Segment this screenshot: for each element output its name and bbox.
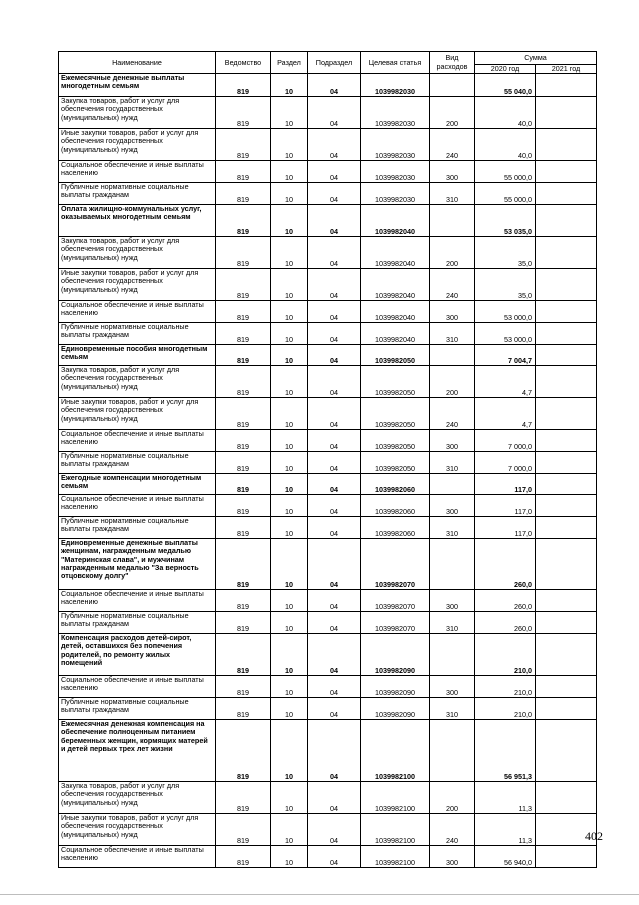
- table-row: [59, 430, 597, 452]
- row-dept: 819: [216, 782, 271, 814]
- row-dept: 819: [216, 495, 271, 517]
- row-amount-2021: [536, 183, 597, 205]
- row-amount-2021: [536, 74, 597, 97]
- table-row: [59, 323, 597, 345]
- row-subsection: 04: [308, 590, 361, 612]
- row-amount-2020: 53 000,0: [475, 323, 536, 345]
- row-name: Публичные нормативные социальные выплаты гражданам: [59, 698, 216, 720]
- row-amount-2021: [536, 366, 597, 398]
- row-section: 10: [271, 846, 308, 868]
- row-target: 1039982050: [361, 345, 430, 366]
- row-dept: 819: [216, 205, 271, 237]
- row-subsection: 04: [308, 698, 361, 720]
- row-name: Закупка товаров, работ и услуг для обеспечения государственных (муниципальных) нужд: [59, 237, 216, 269]
- header-dept: Ведомство: [216, 52, 271, 74]
- row-name: Ежемесячные денежные выплаты многодетным семьям: [59, 74, 216, 97]
- table-row: [59, 129, 597, 161]
- row-exptype: 200: [430, 237, 475, 269]
- row-amount-2020: 56 951,3: [475, 720, 536, 782]
- row-subsection: 04: [308, 474, 361, 495]
- header-year-2020: 2020 год: [475, 65, 536, 74]
- row-dept: 819: [216, 430, 271, 452]
- row-amount-2021: [536, 676, 597, 698]
- row-target: 1039982060: [361, 495, 430, 517]
- row-subsection: 04: [308, 205, 361, 237]
- header-target: Целевая статья: [361, 52, 430, 74]
- row-target: 1039982070: [361, 590, 430, 612]
- row-name: Оплата жилищно-коммунальных услуг, оказываемых многодетным семьям: [59, 205, 216, 237]
- table-row: [59, 97, 597, 129]
- table-row: [59, 846, 597, 868]
- row-exptype: 300: [430, 676, 475, 698]
- row-subsection: 04: [308, 452, 361, 474]
- row-dept: 819: [216, 634, 271, 676]
- bottom-rule: [0, 894, 639, 895]
- row-amount-2020: 55 040,0: [475, 74, 536, 97]
- row-dept: 819: [216, 161, 271, 183]
- row-section: 10: [271, 452, 308, 474]
- row-subsection: 04: [308, 398, 361, 430]
- table-row: [59, 782, 597, 814]
- row-subsection: 04: [308, 183, 361, 205]
- row-dept: 819: [216, 452, 271, 474]
- row-target: 1039982040: [361, 237, 430, 269]
- row-name: Иные закупки товаров, работ и услуг для обеспечения государственных (муниципальных) нужд: [59, 129, 216, 161]
- row-amount-2020: 260,0: [475, 612, 536, 634]
- row-amount-2020: 7 004,7: [475, 345, 536, 366]
- row-name: Компенсация расходов детей-сирот, детей, оставшихся без попечения родителей, по ремонту жилых помещений: [59, 634, 216, 676]
- row-subsection: 04: [308, 345, 361, 366]
- row-exptype: 300: [430, 495, 475, 517]
- row-dept: 819: [216, 814, 271, 846]
- row-name: Социальное обеспечение и иные выплаты населению: [59, 161, 216, 183]
- row-target: 1039982040: [361, 323, 430, 345]
- row-exptype: 200: [430, 782, 475, 814]
- row-amount-2020: 11,3: [475, 814, 536, 846]
- row-section: 10: [271, 814, 308, 846]
- row-dept: 819: [216, 97, 271, 129]
- row-amount-2021: [536, 517, 597, 539]
- row-exptype: [430, 345, 475, 366]
- row-dept: 819: [216, 183, 271, 205]
- table-row: [59, 452, 597, 474]
- table-row: [59, 676, 597, 698]
- row-subsection: 04: [308, 269, 361, 301]
- row-exptype: 200: [430, 97, 475, 129]
- row-exptype: [430, 74, 475, 97]
- row-amount-2020: 260,0: [475, 539, 536, 590]
- header-sum: Сумма: [475, 52, 597, 65]
- row-amount-2021: [536, 846, 597, 868]
- row-target: 1039982100: [361, 720, 430, 782]
- row-section: 10: [271, 539, 308, 590]
- row-amount-2020: 7 000,0: [475, 430, 536, 452]
- row-subsection: 04: [308, 129, 361, 161]
- row-amount-2021: [536, 698, 597, 720]
- row-amount-2021: [536, 398, 597, 430]
- row-amount-2020: 40,0: [475, 129, 536, 161]
- header-exptype: Вид расходов: [430, 52, 475, 74]
- row-amount-2020: 55 000,0: [475, 183, 536, 205]
- row-subsection: 04: [308, 846, 361, 868]
- table-row: [59, 205, 597, 237]
- row-amount-2021: [536, 323, 597, 345]
- row-exptype: [430, 720, 475, 782]
- row-target: 1039982030: [361, 97, 430, 129]
- table-row: [59, 539, 597, 590]
- row-section: 10: [271, 676, 308, 698]
- row-name: Единовременные денежные выплаты женщинам, награжденным медалью "Материнская слава", и мужчинам награжденным медалью "За верность отцовскому долгу": [59, 539, 216, 590]
- row-exptype: 310: [430, 612, 475, 634]
- row-section: 10: [271, 74, 308, 97]
- row-section: 10: [271, 366, 308, 398]
- row-name: Иные закупки товаров, работ и услуг для обеспечения государственных (муниципальных) нужд: [59, 814, 216, 846]
- row-amount-2020: 40,0: [475, 97, 536, 129]
- table-row: [59, 814, 597, 846]
- row-target: 1039982050: [361, 366, 430, 398]
- row-name: Закупка товаров, работ и услуг для обеспечения государственных (муниципальных) нужд: [59, 782, 216, 814]
- row-amount-2020: 7 000,0: [475, 452, 536, 474]
- row-target: 1039982050: [361, 398, 430, 430]
- row-section: 10: [271, 634, 308, 676]
- row-exptype: 240: [430, 269, 475, 301]
- row-dept: 819: [216, 366, 271, 398]
- row-target: 1039982040: [361, 205, 430, 237]
- row-amount-2020: 56 940,0: [475, 846, 536, 868]
- table-row: [59, 517, 597, 539]
- row-section: 10: [271, 129, 308, 161]
- row-target: 1039982060: [361, 517, 430, 539]
- row-amount-2020: 35,0: [475, 237, 536, 269]
- header-subsection: Подраздел: [308, 52, 361, 74]
- row-subsection: 04: [308, 517, 361, 539]
- row-exptype: 240: [430, 129, 475, 161]
- row-amount-2021: [536, 161, 597, 183]
- row-dept: 819: [216, 698, 271, 720]
- table-row: [59, 366, 597, 398]
- row-dept: 819: [216, 539, 271, 590]
- row-amount-2021: [536, 345, 597, 366]
- header-section: Раздел: [271, 52, 308, 74]
- row-target: 1039982050: [361, 430, 430, 452]
- row-amount-2021: [536, 474, 597, 495]
- row-subsection: 04: [308, 237, 361, 269]
- row-exptype: [430, 474, 475, 495]
- row-target: 1039982060: [361, 474, 430, 495]
- row-subsection: 04: [308, 720, 361, 782]
- table-row: [59, 720, 597, 782]
- row-section: 10: [271, 430, 308, 452]
- table-row: [59, 74, 597, 97]
- budget-table: [58, 51, 597, 868]
- table-row: [59, 398, 597, 430]
- row-exptype: 240: [430, 398, 475, 430]
- row-amount-2020: 210,0: [475, 698, 536, 720]
- row-exptype: 310: [430, 452, 475, 474]
- row-exptype: 310: [430, 183, 475, 205]
- row-subsection: 04: [308, 161, 361, 183]
- row-section: 10: [271, 323, 308, 345]
- row-amount-2020: 117,0: [475, 495, 536, 517]
- row-subsection: 04: [308, 612, 361, 634]
- row-section: 10: [271, 398, 308, 430]
- row-target: 1039982030: [361, 161, 430, 183]
- row-amount-2020: 4,7: [475, 398, 536, 430]
- row-target: 1039982030: [361, 74, 430, 97]
- row-name: Публичные нормативные социальные выплаты гражданам: [59, 517, 216, 539]
- row-exptype: 300: [430, 430, 475, 452]
- row-amount-2021: [536, 129, 597, 161]
- table-body: [59, 74, 597, 868]
- row-amount-2020: 210,0: [475, 676, 536, 698]
- row-section: 10: [271, 720, 308, 782]
- row-amount-2021: [536, 269, 597, 301]
- row-name: Социальное обеспечение и иные выплаты населению: [59, 301, 216, 323]
- row-section: 10: [271, 517, 308, 539]
- row-target: 1039982030: [361, 183, 430, 205]
- row-name: Социальное обеспечение и иные выплаты населению: [59, 676, 216, 698]
- row-name: Закупка товаров, работ и услуг для обеспечения государственных (муниципальных) нужд: [59, 366, 216, 398]
- row-name: Иные закупки товаров, работ и услуг для обеспечения государственных (муниципальных) нужд: [59, 398, 216, 430]
- row-name: Ежегодные компенсации многодетным семьям: [59, 474, 216, 495]
- row-dept: 819: [216, 612, 271, 634]
- row-amount-2020: 53 000,0: [475, 301, 536, 323]
- table-row: [59, 237, 597, 269]
- row-amount-2021: [536, 301, 597, 323]
- row-name: Единовременные пособия многодетным семьям: [59, 345, 216, 366]
- row-exptype: 240: [430, 814, 475, 846]
- table-row: [59, 474, 597, 495]
- row-subsection: 04: [308, 323, 361, 345]
- table-header: [59, 52, 597, 74]
- row-exptype: 310: [430, 517, 475, 539]
- row-name: Публичные нормативные социальные выплаты гражданам: [59, 183, 216, 205]
- row-name: Социальное обеспечение и иные выплаты населению: [59, 846, 216, 868]
- row-exptype: 200: [430, 366, 475, 398]
- row-section: 10: [271, 301, 308, 323]
- row-section: 10: [271, 782, 308, 814]
- table-row: [59, 634, 597, 676]
- table-row: [59, 345, 597, 366]
- row-section: 10: [271, 495, 308, 517]
- row-amount-2021: [536, 634, 597, 676]
- row-target: 1039982030: [361, 129, 430, 161]
- row-name: Социальное обеспечение и иные выплаты населению: [59, 495, 216, 517]
- row-dept: 819: [216, 345, 271, 366]
- row-dept: 819: [216, 301, 271, 323]
- row-amount-2021: [536, 237, 597, 269]
- row-amount-2020: 11,3: [475, 782, 536, 814]
- row-amount-2021: [536, 495, 597, 517]
- row-dept: 819: [216, 720, 271, 782]
- row-target: 1039982100: [361, 846, 430, 868]
- row-target: 1039982090: [361, 676, 430, 698]
- row-amount-2020: 117,0: [475, 517, 536, 539]
- row-section: 10: [271, 97, 308, 129]
- row-subsection: 04: [308, 74, 361, 97]
- row-amount-2020: 35,0: [475, 269, 536, 301]
- row-target: 1039982040: [361, 301, 430, 323]
- row-amount-2020: 210,0: [475, 634, 536, 676]
- row-exptype: 310: [430, 323, 475, 345]
- row-dept: 819: [216, 474, 271, 495]
- row-target: 1039982100: [361, 782, 430, 814]
- row-exptype: 310: [430, 698, 475, 720]
- row-target: 1039982100: [361, 814, 430, 846]
- table-row: [59, 183, 597, 205]
- row-name: Ежемесячная денежная компенсация на обеспечение полноценным питанием беременных женщин, кормящих матерей и детей первых трех лет жизни: [59, 720, 216, 782]
- row-section: 10: [271, 237, 308, 269]
- row-target: 1039982040: [361, 269, 430, 301]
- row-amount-2021: [536, 452, 597, 474]
- row-target: 1039982050: [361, 452, 430, 474]
- row-amount-2020: 260,0: [475, 590, 536, 612]
- table-row: [59, 301, 597, 323]
- row-subsection: 04: [308, 301, 361, 323]
- row-subsection: 04: [308, 782, 361, 814]
- page-number: 402: [585, 829, 603, 843]
- row-name: Публичные нормативные социальные выплаты гражданам: [59, 323, 216, 345]
- row-subsection: 04: [308, 495, 361, 517]
- row-section: 10: [271, 612, 308, 634]
- row-section: 10: [271, 698, 308, 720]
- row-amount-2020: 4,7: [475, 366, 536, 398]
- row-dept: 819: [216, 74, 271, 97]
- row-target: 1039982090: [361, 698, 430, 720]
- row-section: 10: [271, 205, 308, 237]
- row-amount-2021: [536, 205, 597, 237]
- table-row: [59, 612, 597, 634]
- row-section: 10: [271, 183, 308, 205]
- row-target: 1039982070: [361, 539, 430, 590]
- row-exptype: 300: [430, 161, 475, 183]
- row-exptype: [430, 205, 475, 237]
- budget-table-container: [58, 51, 596, 868]
- table-row: [59, 590, 597, 612]
- row-exptype: [430, 634, 475, 676]
- row-dept: 819: [216, 517, 271, 539]
- row-amount-2021: [536, 430, 597, 452]
- row-amount-2021: [536, 590, 597, 612]
- row-amount-2021: [536, 97, 597, 129]
- row-dept: 819: [216, 237, 271, 269]
- row-exptype: [430, 539, 475, 590]
- table-row: [59, 161, 597, 183]
- row-amount-2020: 55 000,0: [475, 161, 536, 183]
- row-subsection: 04: [308, 676, 361, 698]
- row-name: Иные закупки товаров, работ и услуг для обеспечения государственных (муниципальных) нужд: [59, 269, 216, 301]
- row-name: Социальное обеспечение и иные выплаты населению: [59, 430, 216, 452]
- row-name: Социальное обеспечение и иные выплаты населению: [59, 590, 216, 612]
- row-subsection: 04: [308, 539, 361, 590]
- row-name: Публичные нормативные социальные выплаты гражданам: [59, 452, 216, 474]
- row-dept: 819: [216, 129, 271, 161]
- row-subsection: 04: [308, 814, 361, 846]
- table-row: [59, 698, 597, 720]
- row-dept: 819: [216, 676, 271, 698]
- row-exptype: 300: [430, 590, 475, 612]
- row-section: 10: [271, 161, 308, 183]
- header-year-2021: 2021 год: [536, 65, 597, 74]
- row-section: 10: [271, 590, 308, 612]
- row-subsection: 04: [308, 366, 361, 398]
- row-exptype: 300: [430, 301, 475, 323]
- row-dept: 819: [216, 590, 271, 612]
- row-name: Публичные нормативные социальные выплаты гражданам: [59, 612, 216, 634]
- row-dept: 819: [216, 846, 271, 868]
- header-name: Наименование: [59, 52, 216, 74]
- table-row: [59, 269, 597, 301]
- row-amount-2021: [536, 782, 597, 814]
- row-subsection: 04: [308, 97, 361, 129]
- row-target: 1039982090: [361, 634, 430, 676]
- row-amount-2021: [536, 539, 597, 590]
- row-amount-2021: [536, 720, 597, 782]
- row-amount-2020: 117,0: [475, 474, 536, 495]
- row-name: Закупка товаров, работ и услуг для обеспечения государственных (муниципальных) нужд: [59, 97, 216, 129]
- row-subsection: 04: [308, 634, 361, 676]
- row-dept: 819: [216, 323, 271, 345]
- row-section: 10: [271, 474, 308, 495]
- row-amount-2021: [536, 612, 597, 634]
- table-row: [59, 495, 597, 517]
- row-dept: 819: [216, 398, 271, 430]
- row-target: 1039982070: [361, 612, 430, 634]
- row-dept: 819: [216, 269, 271, 301]
- row-amount-2020: 53 035,0: [475, 205, 536, 237]
- row-section: 10: [271, 269, 308, 301]
- row-section: 10: [271, 345, 308, 366]
- row-exptype: 300: [430, 846, 475, 868]
- row-subsection: 04: [308, 430, 361, 452]
